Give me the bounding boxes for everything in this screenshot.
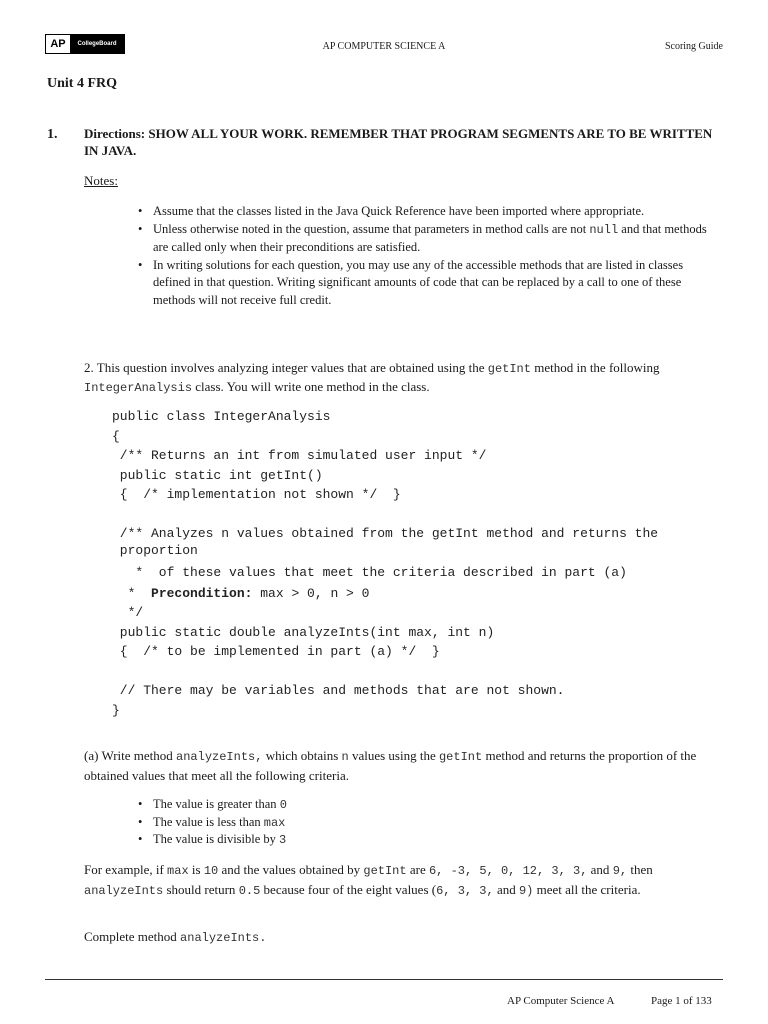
header-title: AP COMPUTER SCIENCE A — [322, 41, 446, 52]
criteria-list — [136, 796, 287, 849]
q2-code: IntegerAnalysis — [84, 381, 193, 395]
code-text: * — [112, 586, 152, 601]
example-text: is — [188, 862, 204, 877]
code-line: public static int getInt() — [112, 468, 323, 483]
precondition-label: Precondition: — [151, 586, 253, 601]
note-text: and that methods are called only when their preconditions are satisfied. — [153, 221, 707, 254]
example-text: then — [627, 862, 653, 877]
code-line: * of these values that meet the criteria described in part (a) — [112, 565, 627, 580]
bullet-icon: • — [138, 832, 143, 846]
code-line: proportion — [112, 543, 198, 558]
footer-divider — [45, 979, 723, 980]
complete-code: analyzeInts. — [180, 931, 267, 945]
code-line: { — [112, 429, 120, 444]
q2-text: 2. This question involves analyzing integer values that are obtained using the — [84, 360, 488, 375]
part-a-code: analyzeInts, — [176, 750, 263, 764]
example-text: and — [587, 862, 613, 877]
part-a-code: getInt — [438, 750, 483, 764]
part-a-text: values using the — [348, 748, 439, 763]
note-text: Unless otherwise noted in the question, assume that parameters in method calls are not — [153, 221, 590, 236]
note-code: null — [589, 222, 619, 237]
example-text: and — [493, 881, 519, 897]
example-text: meet all the criteria. — [533, 881, 641, 897]
example-text: For example, if — [84, 862, 168, 877]
code-line: public class IntegerAnalysis — [112, 409, 331, 424]
q2-text: method in the following — [530, 360, 660, 375]
bullet-icon: • — [138, 797, 143, 811]
code-line: } — [112, 703, 120, 718]
criteria-text: The value is divisible by — [153, 832, 280, 846]
logo-collegeboard-text: CollegeBoard — [70, 35, 124, 53]
criteria-code: 3 — [279, 833, 287, 847]
header-right-label: Scoring Guide — [664, 41, 723, 52]
criteria-item — [136, 814, 287, 832]
example-text: and the values obtained by — [218, 862, 364, 877]
part-a-prompt — [84, 747, 724, 784]
note-text: Assume that the classes listed in the Java Quick Reference have been imported where appropriate. — [153, 204, 645, 218]
note-item — [136, 203, 716, 221]
criteria-item — [136, 831, 287, 849]
note-item — [136, 257, 716, 310]
example-text: should return — [163, 881, 239, 897]
unit-title: Unit 4 FRQ — [47, 76, 117, 91]
code-line: // There may be variables and methods that are not shown. — [112, 683, 565, 698]
example-text: are — [406, 862, 429, 877]
example-code: 9) — [518, 883, 534, 898]
example-code: 6, 3, 3, — [436, 883, 494, 898]
precondition-text: max > 0, n > 0 — [252, 586, 370, 601]
code-line: /** Returns an int from simulated user input */ — [112, 448, 487, 463]
q2-code: getInt — [487, 362, 531, 376]
code-line: public static double analyzeInts(int max, int n) — [112, 625, 495, 640]
footer-course: AP Computer Science A — [507, 995, 615, 1007]
notes-list — [136, 203, 716, 309]
code-line: { /* to be implemented in part (a) */ } — [112, 644, 440, 659]
question-2-intro — [84, 359, 724, 397]
example-code: 6, -3, 5, 0, 12, 3, 3, — [428, 864, 588, 878]
notes-label: Notes: — [84, 173, 118, 188]
footer-page-number: Page 1 of 133 — [651, 995, 712, 1007]
complete-text: Complete method — [84, 929, 181, 944]
note-text: In writing solutions for each question, you may use any of the accessible methods that are listed in classes defined in that question. Writing significant amounts of code that can be replaced by a call to one of these methods will not receive full credit. — [153, 257, 684, 307]
bullet-icon: • — [138, 221, 143, 236]
code-line: /** Analyzes n values obtained from the getInt method and returns the — [112, 526, 659, 541]
criteria-text: The value is greater than — [153, 797, 280, 811]
part-a-text: which obtains — [262, 748, 342, 763]
example-code: getInt — [363, 864, 407, 878]
example-code: 10 — [203, 864, 219, 878]
precondition-line — [112, 586, 369, 601]
part-a-text: (a) Write method — [84, 748, 177, 763]
directions: Directions: SHOW ALL YOUR WORK. REMEMBER THAT PROGRAM SEGMENTS ARE TO BE WRITTEN IN JAVA. — [84, 126, 713, 158]
example-code: 0.5 — [238, 883, 261, 898]
criteria-text: The value is less than — [153, 814, 264, 829]
part-a-code: n — [341, 750, 349, 764]
example-code: max — [167, 864, 189, 878]
note-item — [136, 221, 716, 257]
criteria-item — [136, 796, 287, 814]
example-paragraph — [84, 861, 724, 900]
bullet-icon: • — [138, 204, 143, 218]
code-line: */ — [112, 605, 144, 620]
bullet-icon: • — [138, 257, 143, 272]
part-a-text: method and returns the proportion of the obtained values that meet all the following criteria. — [84, 748, 697, 783]
complete-method-instruction — [84, 929, 266, 945]
q2-text: class. You will write one method in the class. — [192, 379, 430, 394]
criteria-code: 0 — [279, 798, 287, 812]
example-code: analyzeInts — [84, 883, 164, 898]
criteria-code: max — [263, 815, 286, 830]
example-code: 9, — [612, 864, 628, 878]
example-text: because four of the eight values ( — [260, 881, 437, 897]
question-number: 1. — [47, 127, 58, 142]
logo-ap-text: AP — [46, 35, 70, 53]
code-line: { /* implementation not shown */ } — [112, 487, 401, 502]
bullet-icon: • — [138, 814, 143, 829]
